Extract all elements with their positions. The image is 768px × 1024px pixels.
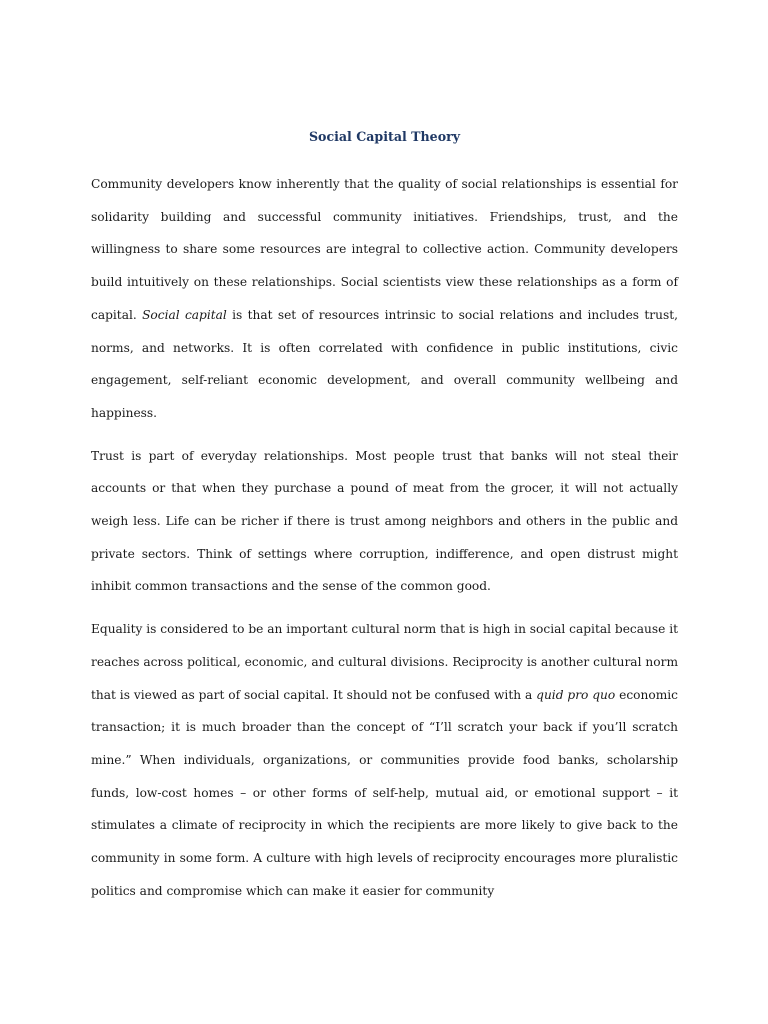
paragraph-1-text-b: is that set of resources intrinsic to social relations and includes trust, norms, and networks. It is often correlated with confidence in public institutions, civic engagement, self-reliant economic development, and overall community wellbeing and happiness. [91, 307, 678, 420]
document-body [91, 126, 678, 907]
paragraph-3-text-a: Equality is considered to be an important cultural norm that is high in social capital because it reaches across political, economic, and cultural divisions. Reciprocity is another cultural norm that is viewed as part of social capital. It should not be confused with a [91, 622, 678, 702]
paragraph-3-text-b: economic transaction; it is much broader than the concept of “I’ll scratch your back if you’ll scratch mine.” When individuals, organizations, or communities provide food banks, scholarship funds, low-cost homes – or other forms of self-help, mutual aid, or emotional support – it stimulates a climate of reciprocity in which the recipients are more likely to give back to the community in some form. A culture with high levels of reciprocity encourages more pluralistic politics and compromise which can make it easier for community [91, 687, 678, 898]
paragraph-3 [91, 613, 678, 907]
paragraph-3-emphasis: quid pro quo [536, 687, 616, 702]
paragraph-2: Trust is part of everyday relationships. Most people trust that banks will not steal their accounts or that when they purchase a pound of meat from the grocer, it will not actually weigh less. Life can be richer if there is trust among neighbors and others in the public and private sectors. Think of settings where corruption, indifference, and open distrust might inhibit common transactions and the sense of the common good. [91, 448, 678, 594]
document-title: Social Capital Theory [308, 129, 461, 144]
paragraph-1 [91, 168, 678, 430]
paragraph-1-text-a: Community developers know inherently that the quality of social relationships is essential for solidarity building and successful community initiatives. Friendships, trust, and the willingness to share some resources are integral to collective action. Community developers build intuitively on these relationships. Social scientists view these relationships as a form of capital. [91, 177, 678, 322]
paragraph-1-emphasis: Social capital [142, 307, 227, 322]
